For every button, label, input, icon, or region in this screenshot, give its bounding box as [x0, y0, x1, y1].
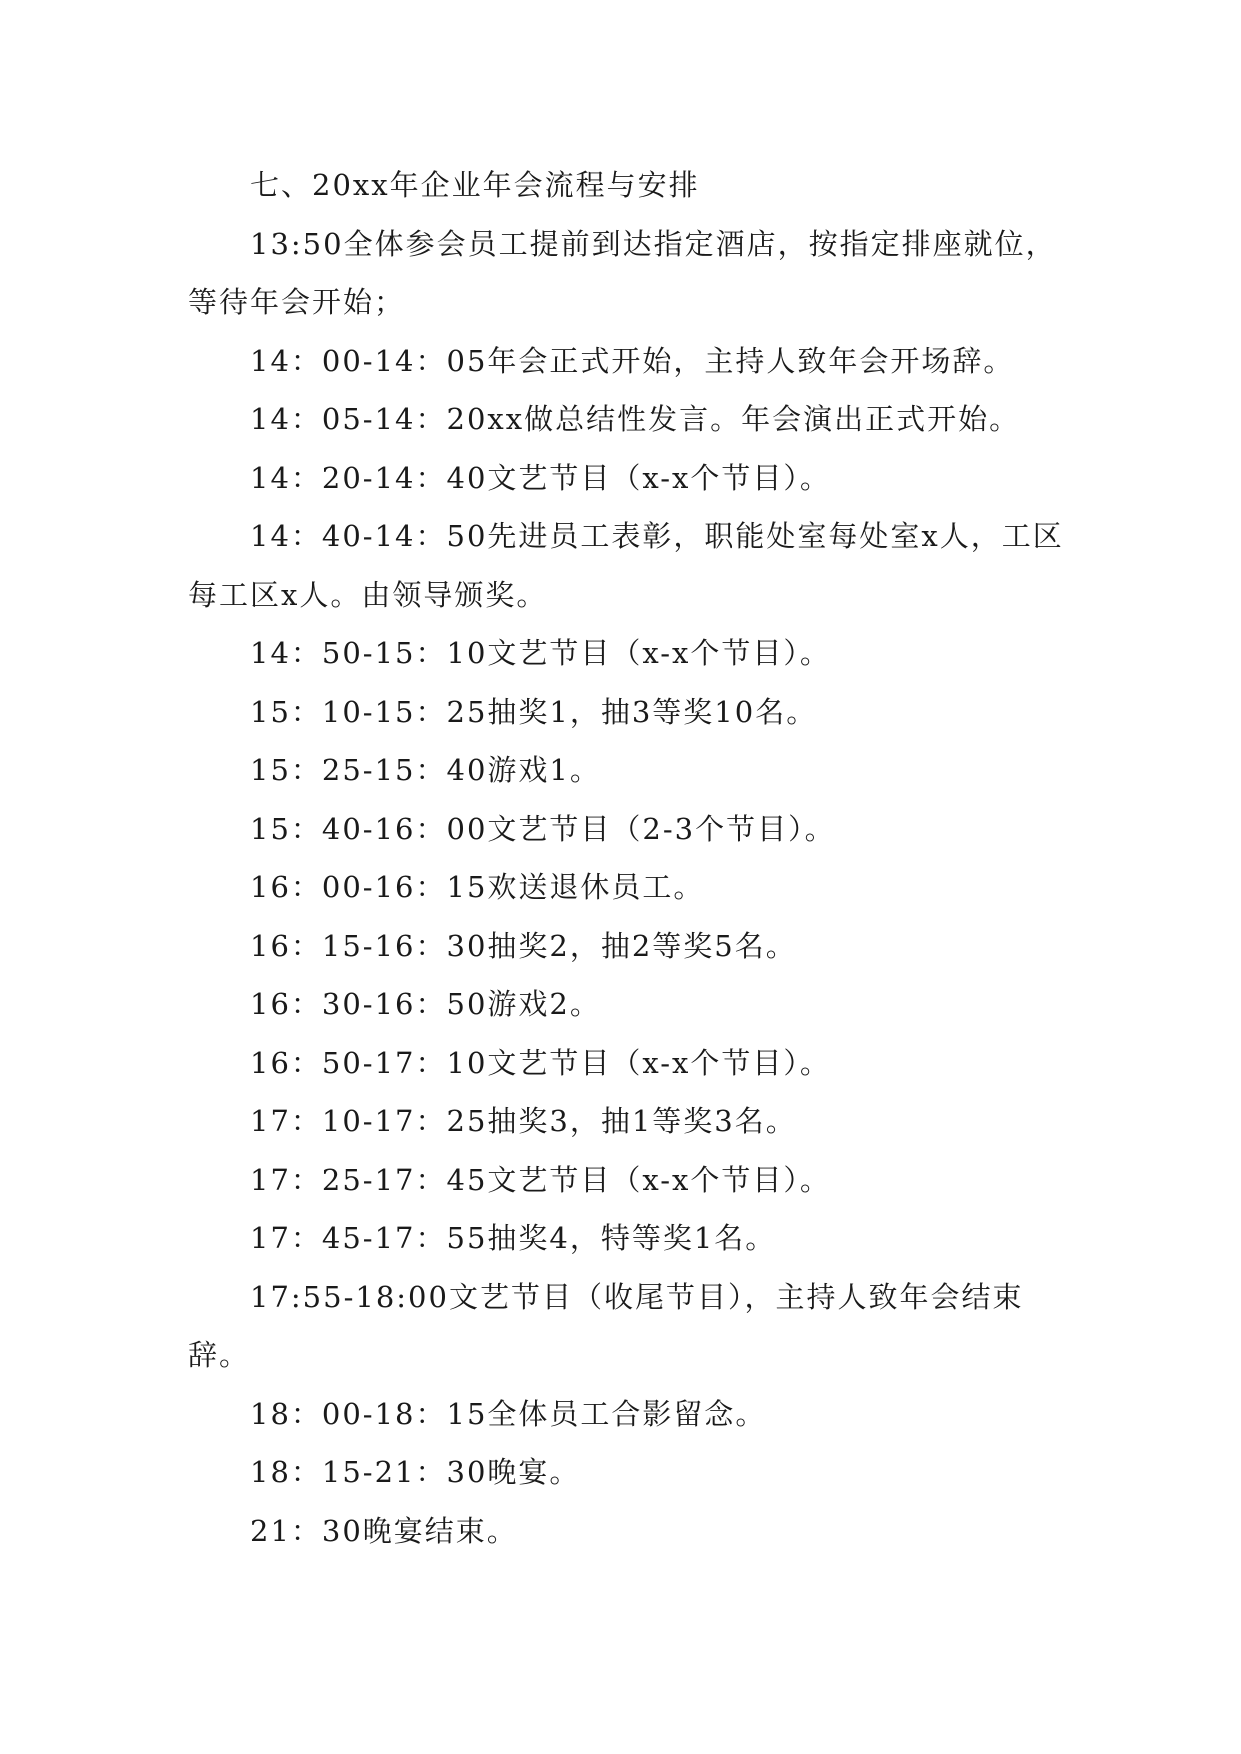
schedule-item: 14：50-15：10文艺节目（x-x个节目）。	[250, 636, 831, 670]
schedule-item: 17：25-17：45文艺节目（x-x个节目）。	[250, 1162, 831, 1197]
schedule-item: 15：25-15：40游戏1。	[250, 753, 601, 787]
schedule-item: 13:50全体参会员工提前到达指定酒店，按指定排座就位，等待年会开始；	[188, 226, 1057, 319]
schedule-item: 14：40-14：50先进员工表彰，职能处室每处室x人，工区每工区x人。由领导颁奖。	[188, 519, 1064, 612]
schedule-item: 16：15-16：30抽奖2，抽2等奖5名。	[250, 928, 797, 963]
schedule-item: 14：05-14：20xx做总结性发言。年会演出正式开始。	[250, 402, 1021, 436]
schedule-item: 18：15-21：30晚宴。	[250, 1455, 581, 1489]
schedule-item: 14：00-14：05年会正式开始，主持人致年会开场辞。	[250, 343, 1015, 378]
schedule-item: 15：40-16：00文艺节目（2-3个节目）。	[250, 811, 836, 846]
schedule-item: 21：30晚宴结束。	[250, 1513, 518, 1548]
schedule-item: 16：00-16：15欢送退休员工。	[250, 870, 705, 904]
schedule-item: 14：20-14：40文艺节目（x-x个节目）。	[250, 460, 831, 495]
schedule-item: 18：00-18：15全体员工合影留念。	[250, 1396, 767, 1431]
schedule-item: 17:55-18:00文艺节目（收尾节目），主持人致年会结束辞。	[188, 1279, 1024, 1372]
schedule-item: 16：30-16：50游戏2。	[250, 987, 601, 1021]
schedule-item: 16：50-17：10文艺节目（x-x个节目）。	[250, 1045, 831, 1080]
schedule-item: 17：10-17：25抽奖3，抽1等奖3名。	[250, 1104, 797, 1138]
schedule-item: 15：10-15：25抽奖1，抽3等奖10名。	[250, 694, 818, 729]
document-body	[188, 156, 1068, 1560]
section-heading: 七、20xx年企业年会流程与安排	[250, 168, 700, 202]
schedule-item: 17：45-17：55抽奖4，特等奖1名。	[250, 1221, 777, 1255]
